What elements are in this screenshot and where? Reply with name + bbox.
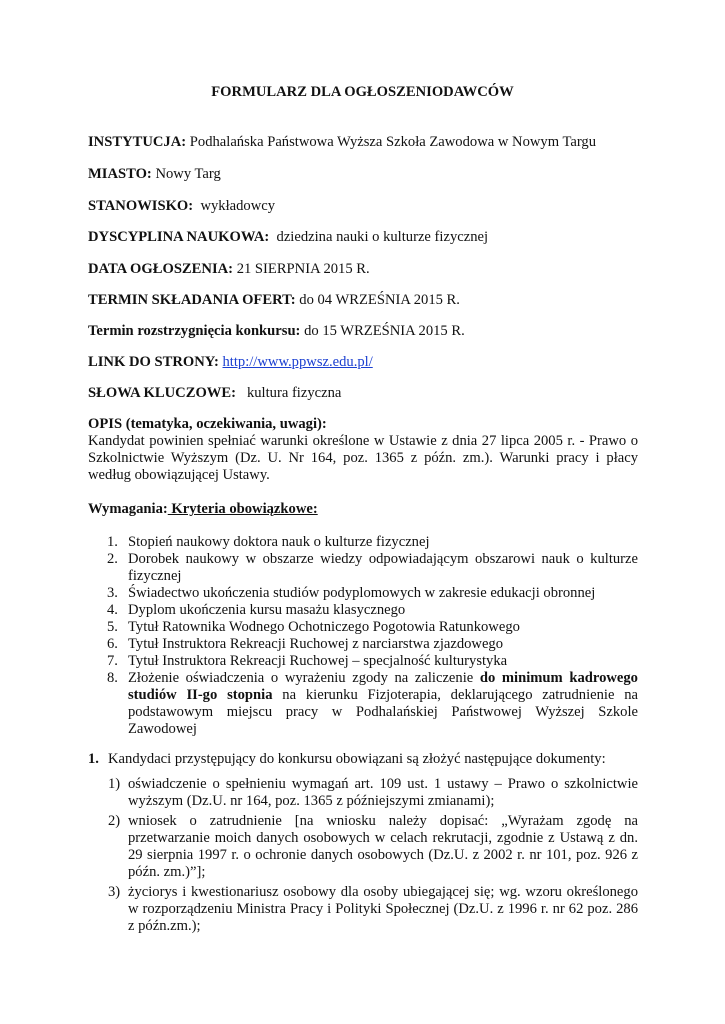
item-number: 5. (107, 619, 118, 635)
item-text: Tytuł Ratownika Wodnego Ochotniczego Pogotowia Ratunkowego (128, 619, 520, 635)
resolution-label: Termin rozstrzygnięcia konkursu: (88, 323, 301, 339)
list-item (88, 619, 638, 636)
item-number: 3. (107, 585, 118, 601)
city-field (88, 166, 648, 183)
item-text: Złożenie oświadczenia o wyrażeniu zgody na zaliczenie (128, 670, 480, 686)
position-field (88, 198, 648, 215)
resolution-field (88, 323, 648, 340)
link-label: LINK DO STRONY: (88, 354, 219, 370)
criteria-label: Kryteria obowiązkowe: (167, 501, 318, 517)
item-number: 6. (107, 636, 118, 652)
documents-number: 1. (88, 751, 99, 767)
item-text: Tytuł Instruktora Rekreacji Ruchowej – specjalność kulturystyka (128, 653, 508, 669)
city-label: MIASTO: (88, 166, 152, 182)
item-text: Stopień naukowy doktora nauk o kulturze fizycznej (128, 534, 430, 550)
keywords-value: kultura fizyczna (246, 385, 342, 401)
documents-lead (88, 751, 648, 768)
announcement-date-label: DATA OGŁOSZENIA: (88, 261, 234, 277)
item-number: 1. (107, 534, 118, 550)
documents-section (88, 751, 648, 938)
item-number: 7. (107, 653, 118, 669)
item-number: 2. (107, 551, 118, 567)
announcement-date-value: 21 SIERPNIA 2015 R. (236, 261, 370, 277)
list-item (88, 884, 638, 935)
list-item (88, 813, 638, 881)
institution-field (88, 134, 648, 151)
item-text: wniosek o zatrudnienie [na wniosku należy dopisać: „Wyrażam zgodę na przetwarzanie moich danych osobowych w celach rekrutacji, zgodnie z Ustawą z dn. 29 sierpnia 1997 r. o ochronie danych osobowych (Dz.U. z 2002 r. nr 101, poz. 926 z późn. zm.)”]; (128, 813, 638, 880)
description-section (88, 416, 638, 484)
item-text: Tytuł Instruktora Rekreacji Ruchowej z narciarstwa zjazdowego (128, 636, 504, 652)
discipline-value: dziedzina nauki o kulturze fizycznej (276, 229, 489, 245)
discipline-field (88, 229, 648, 246)
position-value: wykładowcy (200, 198, 276, 214)
item-number: 3) (108, 884, 121, 900)
documents-lead-text: Kandydaci przystępujący do konkursu obowiązani są złożyć następujące dokumenty: (108, 751, 606, 767)
list-item (88, 602, 638, 619)
item-text: Świadectwo ukończenia studiów podyplomowych w zakresie edukacji obronnej (128, 585, 596, 601)
list-item (88, 534, 638, 551)
list-item (88, 585, 638, 602)
link-field (88, 354, 648, 371)
institution-value: Podhalańska Państwowa Wyższa Szkoła Zawodowa w Nowym Targu (189, 134, 597, 150)
list-item (88, 776, 638, 810)
description-body: Kandydat powinien spełniać warunki określone w Ustawie z dnia 27 lipca 2005 r. - Prawo o Szkolnictwie Wyższym (Dz. U. Nr 164, poz. 1365 z późn. zm.). Warunki pracy i płacy według obowiązującej Ustawy. (88, 433, 638, 483)
item-text-bold: do minimum kadrowego studiów II-go stopnia (128, 670, 638, 703)
item-text: oświadczenie o spełnieniu wymagań art. 109 ust. 1 ustawy – Prawo o szkolnictwie wyższym (Dz.U. nr 164, poz. 1365 z późniejszymi zmianami); (128, 776, 638, 809)
resolution-value: do 15 WRZEŚNIA 2015 R. (304, 323, 465, 339)
list-item (88, 551, 638, 585)
item-number: 8. (107, 670, 118, 686)
item-number: 1) (108, 776, 121, 792)
document-title: FORMULARZ DLA OGŁOSZENIODAWCÓW (211, 84, 514, 100)
item-text: na kierunku Fizjoterapia, deklarującego zatrudnienie na podstawowym miejscu pracy w Podhalańskiej Państwowej Wyższej Szkole Zawodowej (128, 687, 639, 737)
list-item (88, 653, 638, 670)
item-text: Dyplom ukończenia kursu masażu klasycznego (128, 602, 406, 618)
city-value: Nowy Targ (155, 166, 221, 182)
description-heading: OPIS (tematyka, oczekiwania, uwagi): (88, 416, 327, 432)
deadline-field (88, 292, 648, 309)
item-number: 2) (108, 813, 121, 829)
list-item (88, 636, 638, 653)
discipline-label: DYSCYPLINA NAUKOWA: (88, 229, 270, 245)
position-label: STANOWISKO: (88, 198, 194, 214)
keywords-label: SŁOWA KLUCZOWE: (88, 385, 236, 401)
list-item (88, 670, 638, 738)
deadline-label: TERMIN SKŁADANIA OFERT: (88, 292, 296, 308)
item-text: życiorys i kwestionariusz osobowy dla osoby ubiegającej się; wg. wzoru określonego w rozporządzeniu Ministra Pracy i Polityki Społecznej (Dz.U. z 1996 r. nr 62 poz. 286 z późn.zm.); (128, 884, 638, 934)
requirements-heading (88, 501, 318, 518)
keywords-field (88, 385, 648, 402)
website-link[interactable]: http://www.ppwsz.edu.pl/ (222, 354, 373, 370)
deadline-value: do 04 WRZEŚNIA 2015 R. (299, 292, 460, 308)
item-text: Dorobek naukowy w obszarze wiedzy odpowiadającym obszarowi nauk o kulturze fizycznej (128, 551, 638, 584)
documents-list (88, 776, 638, 935)
requirements-label: Wymagania: (88, 501, 168, 517)
institution-label: INSTYTUCJA: (88, 134, 187, 150)
announcement-date-field (88, 261, 648, 278)
requirements-list (88, 534, 638, 738)
item-number: 4. (107, 602, 118, 618)
